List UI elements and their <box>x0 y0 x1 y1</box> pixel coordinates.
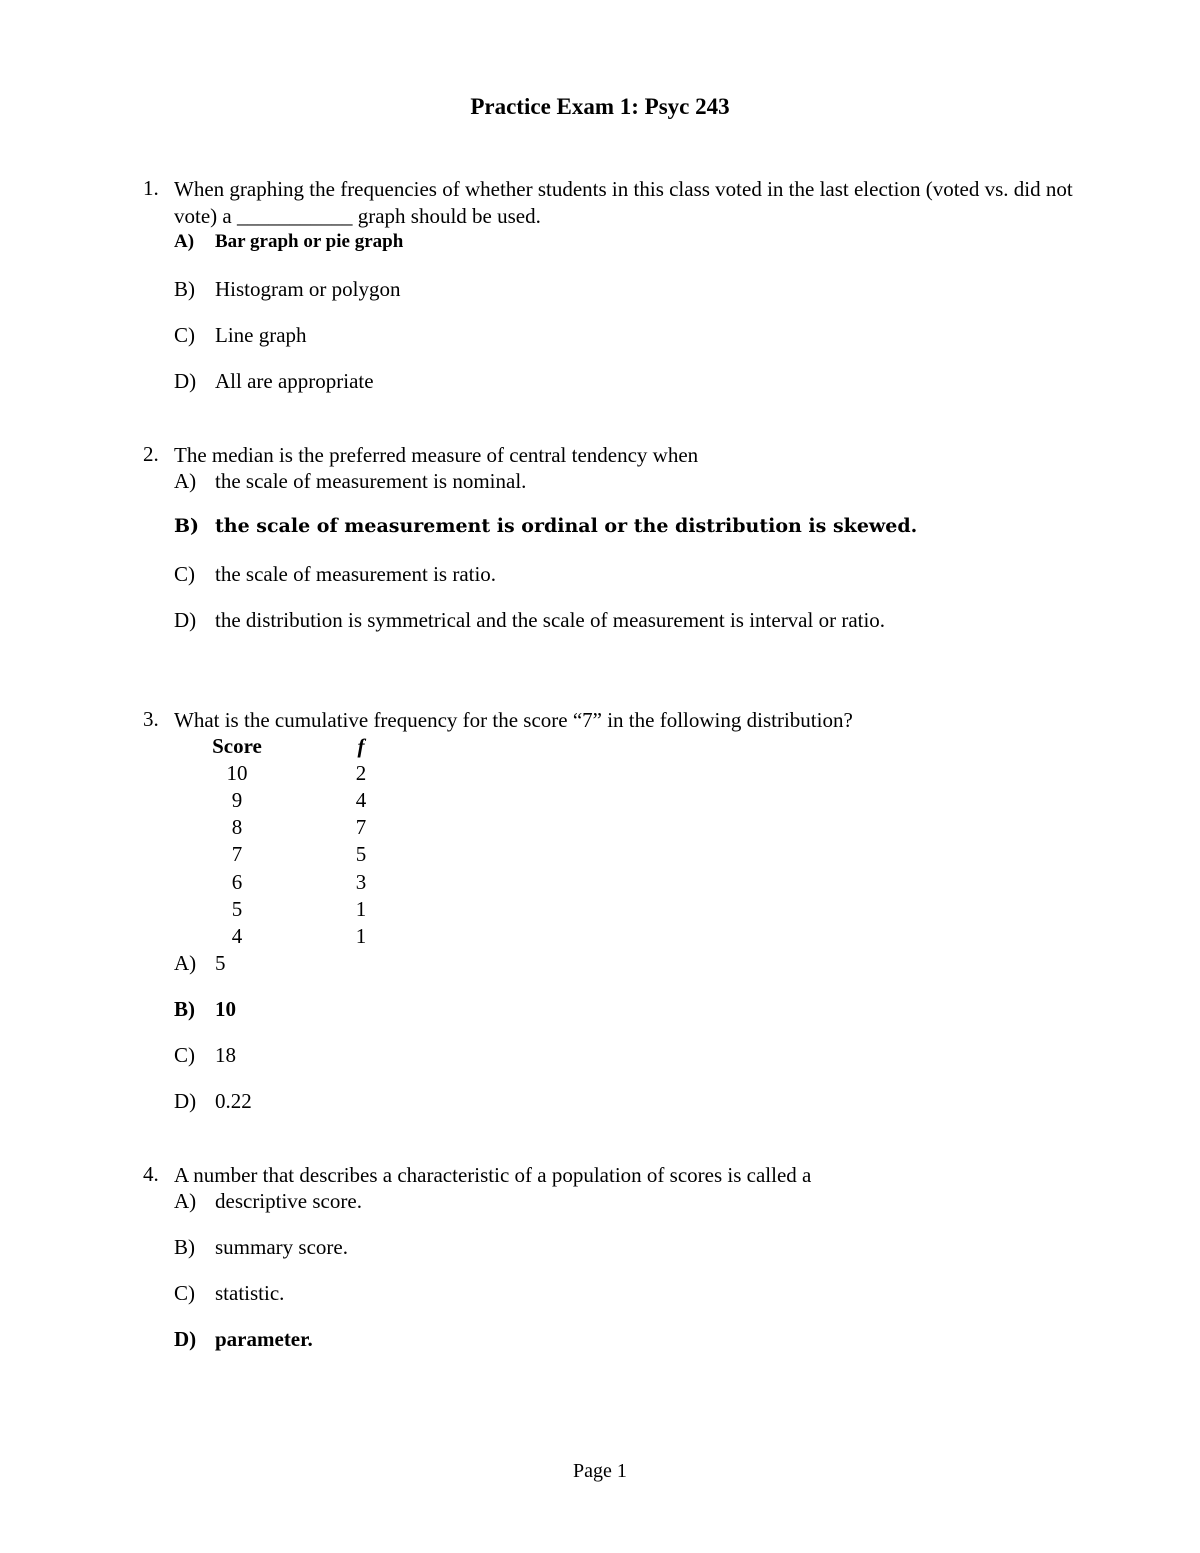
option-letter: C) <box>174 1281 195 1305</box>
table-cell-f: 3 <box>355 870 367 894</box>
option-d <box>174 1089 252 1114</box>
option-text: the scale of measurement is nominal. <box>215 469 527 493</box>
option-a <box>174 231 403 253</box>
option-letter: A) <box>174 469 197 493</box>
option-c <box>174 323 307 348</box>
question-text: What is the cumulative frequency for the score “7” in the following distribution? <box>174 708 853 732</box>
option-text: Histogram or polygon <box>215 277 401 301</box>
option-letter: A) <box>174 951 197 975</box>
question-text: A number that describes a characteristic of a population of scores is called a <box>174 1163 812 1187</box>
option-letter: D) <box>174 1327 197 1351</box>
table-cell-f: 1 <box>355 924 367 948</box>
option-letter: C) <box>174 1043 195 1067</box>
option-text: All are appropriate <box>215 369 374 393</box>
table-header-score: Score <box>212 734 262 758</box>
option-letter: A) <box>174 231 195 252</box>
option-c <box>174 1281 284 1306</box>
option-text: statistic. <box>215 1281 285 1305</box>
option-c <box>174 562 496 587</box>
table-header-f: f <box>357 734 365 758</box>
option-text: 5 <box>215 951 226 975</box>
option-letter: B) <box>174 997 195 1021</box>
page-number: Page 1 <box>573 1460 627 1482</box>
option-d <box>174 369 374 394</box>
option-text: Bar graph or pie graph <box>215 231 404 252</box>
option-letter: C) <box>174 562 195 586</box>
table-cell-score: 10 <box>226 761 248 785</box>
option-letter: D) <box>174 608 197 632</box>
page-title: Practice Exam 1: Psyc 243 <box>470 94 730 119</box>
question-number: 4. <box>143 1162 159 1186</box>
option-letter: C) <box>174 323 195 347</box>
option-text: 0.22 <box>215 1089 252 1113</box>
table-cell-f: 2 <box>355 761 367 785</box>
option-letter: D) <box>174 369 197 393</box>
option-d <box>174 608 885 633</box>
option-c <box>174 1043 236 1068</box>
option-letter: B) <box>174 1235 195 1259</box>
table-cell-f: 5 <box>355 842 367 866</box>
table-cell-score: 7 <box>231 842 243 866</box>
option-text: parameter. <box>215 1327 313 1351</box>
option-b <box>174 515 917 537</box>
table-cell-f: 1 <box>355 897 367 921</box>
table-cell-score: 8 <box>231 815 243 839</box>
option-letter: D) <box>174 1089 197 1113</box>
option-text: the scale of measurement is ordinal or the distribution is skewed. <box>215 515 918 537</box>
option-text: Line graph <box>215 323 307 347</box>
option-d <box>174 1327 313 1352</box>
question-number: 2. <box>143 442 159 466</box>
question-text: The median is the preferred measure of central tendency when <box>174 443 699 467</box>
option-a <box>174 469 526 494</box>
option-text: 10 <box>215 997 236 1021</box>
option-text: the scale of measurement is ratio. <box>215 562 497 586</box>
option-text: descriptive score. <box>215 1189 362 1213</box>
question-text: When graphing the frequencies of whether students in this class voted in the last election (voted vs. did not vote) a ___________ graph should be used. <box>174 177 1073 228</box>
option-text: summary score. <box>215 1235 348 1259</box>
option-letter: B) <box>174 277 195 301</box>
option-b <box>174 997 236 1022</box>
table-cell-score: 4 <box>231 924 243 948</box>
table-cell-f: 7 <box>355 815 367 839</box>
option-text: the distribution is symmetrical and the scale of measurement is interval or ratio. <box>215 608 886 632</box>
option-letter: A) <box>174 1189 197 1213</box>
table-cell-score: 9 <box>231 788 243 812</box>
table-cell-score: 6 <box>231 870 243 894</box>
option-b <box>174 277 400 302</box>
option-text: 18 <box>215 1043 236 1067</box>
table-cell-score: 5 <box>231 897 243 921</box>
question-number: 1. <box>143 176 159 200</box>
question-number: 3. <box>143 707 159 731</box>
option-b <box>174 1235 348 1260</box>
option-a <box>174 1189 362 1214</box>
table-cell-f: 4 <box>355 788 367 812</box>
option-a <box>174 951 226 976</box>
option-letter: B) <box>174 515 200 537</box>
